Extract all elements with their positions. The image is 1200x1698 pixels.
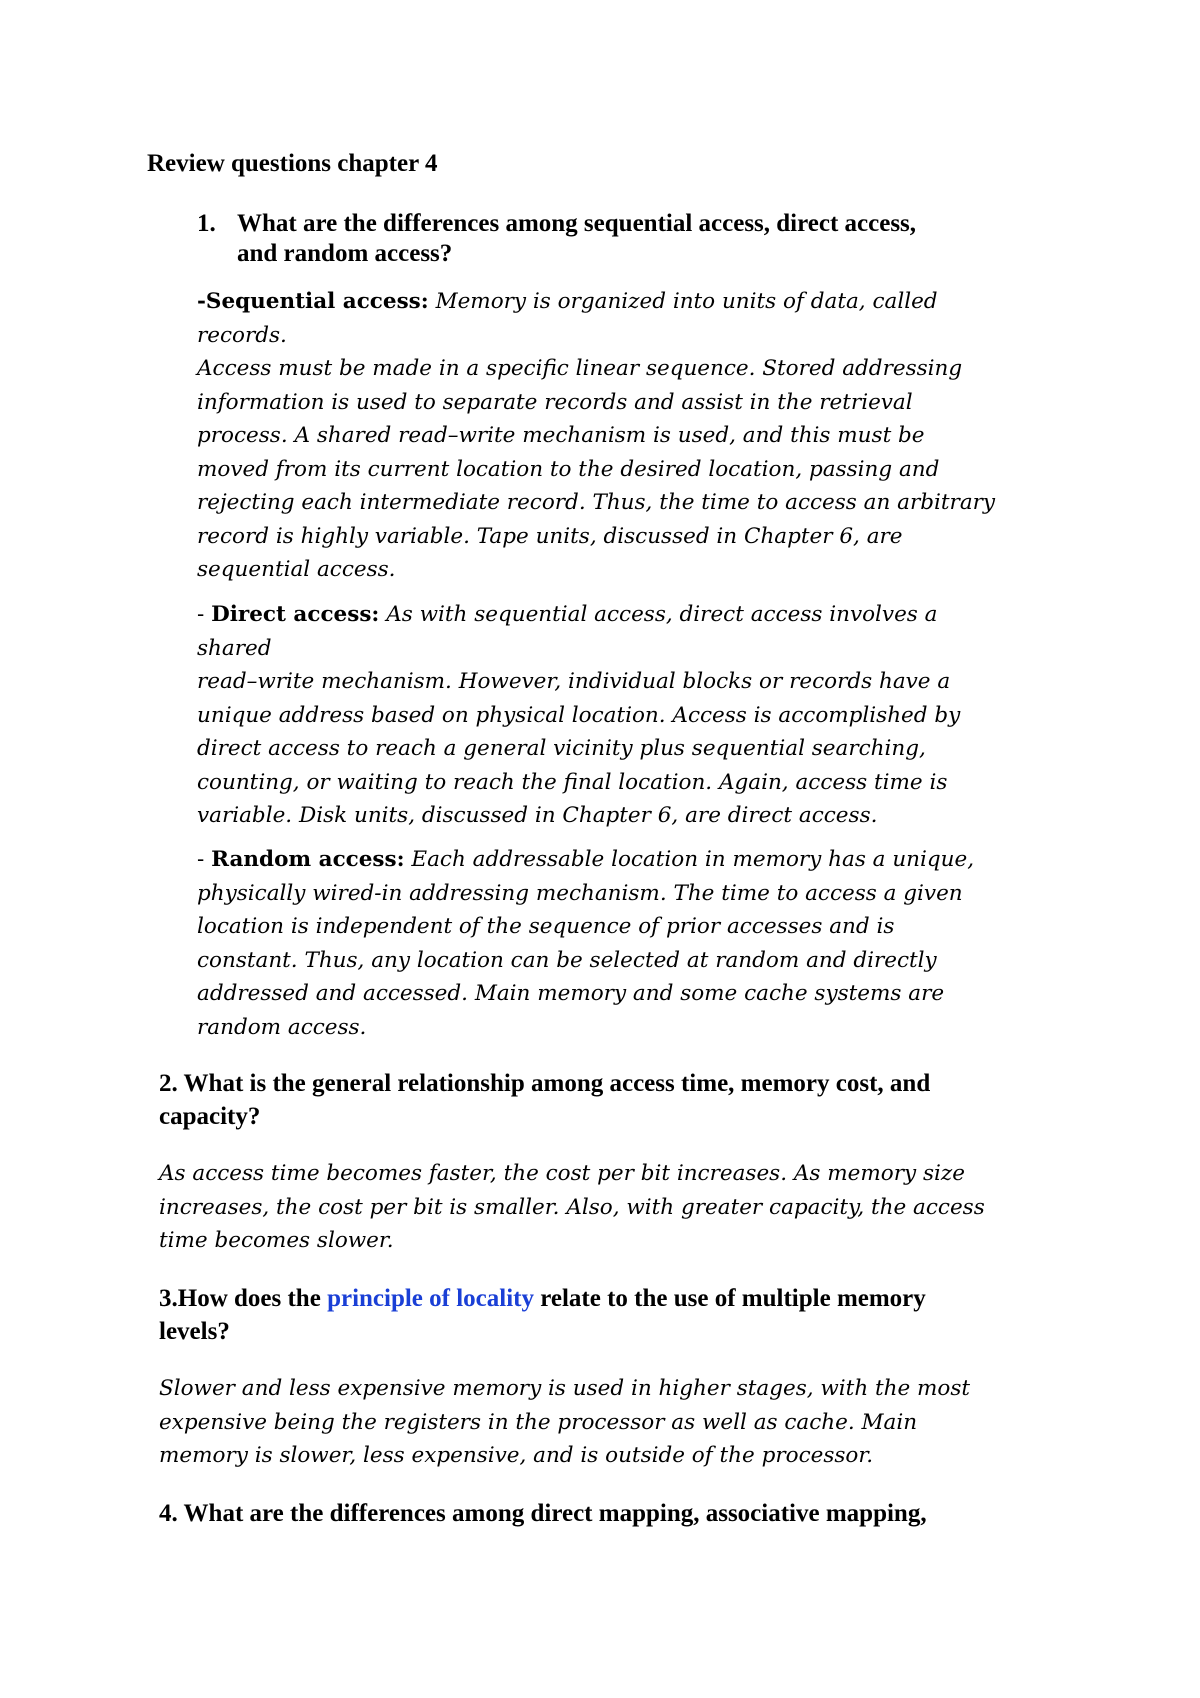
answer-line: variable. Disk units, discussed in Chapter 6, are direct access. xyxy=(197,803,878,828)
answer-line: expensive being the registers in the processor as well as cache. Main xyxy=(159,1409,918,1435)
answer-line: Access must be made in a specific linear sequence. Stored addressing xyxy=(197,356,963,381)
answer-line xyxy=(197,285,1097,319)
sequential-access-term: -Sequential access: xyxy=(197,289,429,314)
question-2-line-2: capacity? xyxy=(159,1103,261,1130)
answer-line: read–write mechanism. However, individual blocks or records have a xyxy=(197,669,951,694)
bullet-dash: - xyxy=(197,847,212,872)
answer-line: memory is slower, less expensive, and is outside of the processor. xyxy=(159,1443,874,1468)
answer-line: unique address based on physical location. Access is accomplished by xyxy=(197,702,961,728)
bullet-dash: - xyxy=(197,602,212,627)
question-4 xyxy=(159,1497,1059,1530)
answer-line xyxy=(197,598,1097,632)
question-1-number: 1. xyxy=(197,210,216,237)
question-3-answer xyxy=(159,1372,1079,1473)
answer-line: shared xyxy=(197,635,272,661)
answer-line: location is independent of the sequence of prior accesses and is xyxy=(197,914,895,939)
direct-access-term: Direct access: xyxy=(211,602,380,627)
answer-line: As access time becomes faster, the cost per bit increases. As memory size xyxy=(159,1161,965,1186)
answer-line: addressed and accessed. Main memory and some cache systems are xyxy=(197,981,945,1006)
question-1-line-1: What are the differences among sequential access, direct access, xyxy=(237,210,917,237)
question-2-answer xyxy=(159,1157,1079,1258)
sequential-access-answer xyxy=(197,285,1097,587)
answer-line: information is used to separate records and assist in the retrieval xyxy=(197,389,913,415)
answer-line: physically wired-in addressing mechanism. The time to access a given xyxy=(197,880,963,906)
answer-line: increases, the cost per bit is smaller. Also, with greater capacity, the access xyxy=(159,1194,985,1220)
answer-line: direct access to reach a general vicinity plus sequential searching, xyxy=(197,736,926,761)
random-access-term: Random access: xyxy=(211,847,405,872)
question-3-text-before: 3.How does the xyxy=(159,1285,328,1312)
question-1-line-2: and random access? xyxy=(237,240,453,267)
answer-line: counting, or waiting to reach the final location. Again, access time is xyxy=(197,769,948,795)
principle-of-locality-link[interactable]: principle of locality xyxy=(327,1285,534,1312)
answer-line: Slower and less expensive memory is used in higher stages, with the most xyxy=(159,1376,971,1401)
question-2 xyxy=(159,1067,1059,1133)
random-access-answer xyxy=(197,843,1097,1044)
question-3-line-1 xyxy=(159,1282,1059,1315)
question-2-line-1: 2. What is the general relationship among access time, memory cost, and xyxy=(159,1070,931,1097)
answer-line: records. xyxy=(197,322,287,348)
answer-line: constant. Thus, any location can be selected at random and directly xyxy=(197,947,937,973)
question-4-line-1: 4. What are the differences among direct mapping, associative mapping, xyxy=(159,1500,927,1527)
answer-line: random access. xyxy=(197,1014,367,1040)
question-3 xyxy=(159,1282,1059,1348)
direct-access-answer xyxy=(197,598,1097,833)
question-3-text-after: relate to the use of multiple memory xyxy=(533,1285,926,1312)
answer-line: sequential access. xyxy=(197,557,396,582)
answer-line xyxy=(197,843,1097,877)
answer-text: Memory is organized into units of data, called xyxy=(428,289,938,314)
answer-line: time becomes slower. xyxy=(159,1228,394,1253)
page-title: Review questions chapter 4 xyxy=(147,150,438,177)
answer-line: process. A shared read–write mechanism is used, and this must be xyxy=(197,423,925,448)
answer-text: Each addressable location in memory has a unique, xyxy=(404,847,975,872)
question-3-line-2: levels? xyxy=(159,1318,230,1345)
answer-text: As with sequential access, direct access involves a xyxy=(379,602,938,627)
answer-line: moved from its current location to the desired location, passing and xyxy=(197,456,940,482)
answer-line: record is highly variable. Tape units, discussed in Chapter 6, are xyxy=(197,523,903,549)
answer-line: rejecting each intermediate record. Thus, the time to access an arbitrary xyxy=(197,490,996,515)
